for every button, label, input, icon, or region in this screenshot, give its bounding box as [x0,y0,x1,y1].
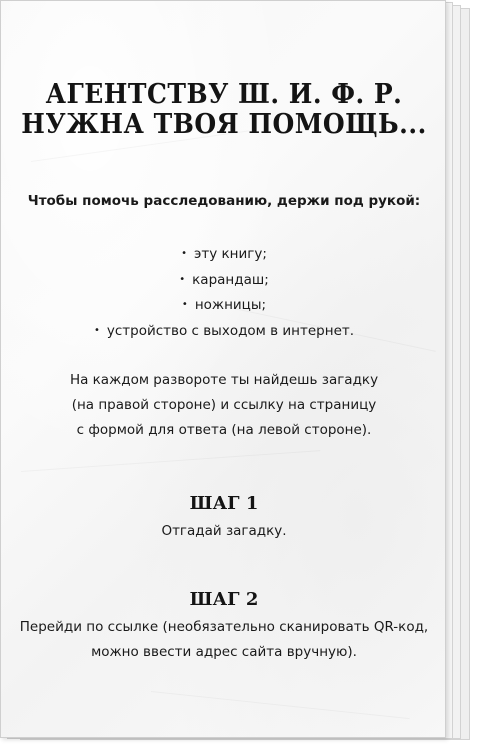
list-item [1,267,447,293]
bullet-icon: • [179,273,186,285]
list-item [1,318,447,344]
step-1-heading: ШАГ 1 [189,493,259,514]
list-item [1,241,447,267]
intro-text: Чтобы помочь расследованию, держи под рукой: [27,193,421,209]
step-2-text-line: Перейди по ссылке (необязательно сканировать QR-код, [19,619,429,635]
step-2-text [1,615,447,665]
paragraph-line: (на правой стороне) и ссылку на страницу [71,397,377,413]
paper-crease [151,691,410,719]
paragraph-line: На каждом развороте ты найдешь загадку [69,372,379,388]
bullet-icon: • [93,324,100,336]
list-item-text: карандаш; [192,271,269,288]
list-item-text: устройство с выходом в интернет. [106,322,355,339]
paragraph-line: с формой для ответа (на левой стороне). [76,422,372,438]
step-2-text-line: можно ввести адрес сайта вручную). [91,644,357,660]
bullet-icon: • [181,299,188,310]
bullet-icon: • [181,248,187,259]
step-1-text: Отгадай загадку. [161,523,287,539]
instructions-paragraph [1,368,447,443]
step-2-heading: ШАГ 2 [189,589,259,610]
list-item-text: ножницы; [194,296,267,313]
list-item-text: эту книгу; [193,245,267,262]
page-title-line-2: НУЖНА ТВОЯ ПОМОЩЬ... [21,107,427,140]
page-title-line-1: АГЕНТСТВУ Ш. И. Ф. Р. [45,77,403,110]
supplies-list [1,241,447,343]
paper-crease [21,450,320,472]
list-item [1,292,447,318]
